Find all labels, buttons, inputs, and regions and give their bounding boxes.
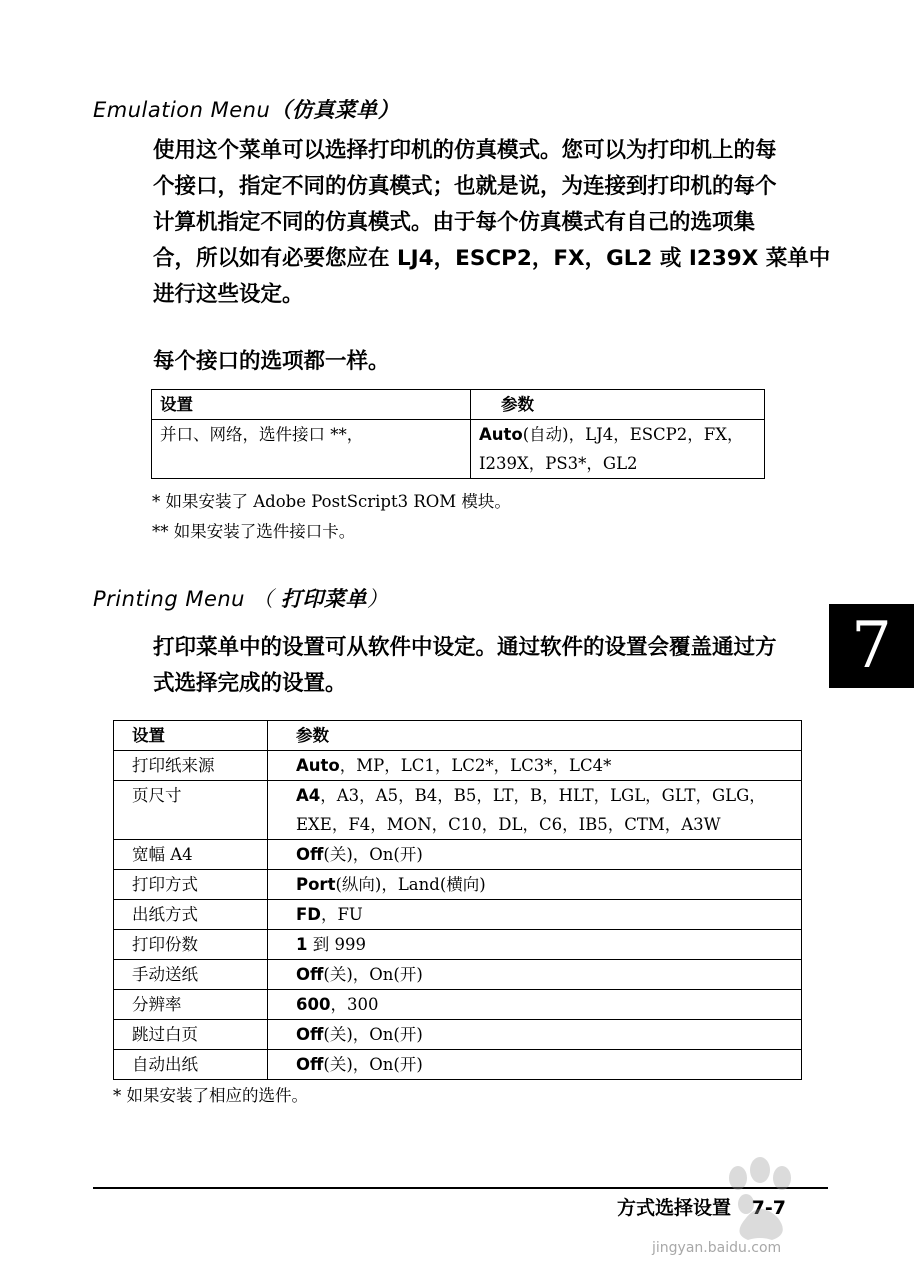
emulation-note: 每个接口的选项都一样。	[153, 349, 390, 374]
footer-page-number: 7-7	[751, 1197, 786, 1219]
watermark-url: jingyan.baidu.com	[652, 1240, 782, 1256]
param-default: Port	[296, 875, 336, 894]
emulation-menu-heading	[93, 94, 399, 124]
paragraph-line: 个接口，指定不同的仿真模式；也就是说，为连接到打印机的每个	[153, 174, 777, 199]
paragraph-line: 打印菜单中的设置可从软件中设定。通过软件的设置会覆盖通过方	[153, 635, 777, 660]
paragraph-line: 使用这个菜单可以选择打印机的仿真模式。您可以为打印机上的每	[153, 138, 777, 163]
paragraph-line: 合，所以如有必要您应在 LJ4，ESCP2，FX，GL2 或 I239X 菜单中	[153, 246, 831, 271]
row-param	[471, 420, 765, 479]
row-param	[268, 900, 802, 930]
param-default: Off	[296, 1055, 324, 1074]
emulation-settings-table	[151, 389, 765, 479]
printing-heading-en: Printing Menu	[93, 587, 245, 611]
emulation-heading-en: Emulation Menu	[93, 98, 271, 122]
param-default: 600	[296, 995, 331, 1014]
param-default: Auto	[296, 756, 340, 775]
row-param	[268, 781, 802, 840]
table-row	[114, 870, 802, 900]
param-rest: (关)，On(开)	[323, 845, 423, 864]
param-rest: ，FU	[320, 905, 363, 924]
param-default: FD	[296, 905, 321, 924]
row-param	[268, 960, 802, 990]
header-param: 参数	[471, 390, 765, 420]
param-default: Off	[296, 965, 324, 984]
table-row	[114, 930, 802, 960]
paragraph-line: 进行这些设定。	[153, 282, 304, 307]
param-rest: 到 999	[307, 935, 366, 954]
param-line: EXE，F4，MON，C10，DL，C6，IB5，CTM，A3W	[296, 815, 721, 834]
param-line	[296, 1020, 801, 1049]
printing-menu-heading	[93, 583, 388, 613]
row-setting: 跳过白页	[114, 1020, 268, 1050]
param-line	[296, 1050, 801, 1079]
table-row	[114, 960, 802, 990]
param-line	[296, 781, 801, 810]
param-default: A4	[296, 786, 321, 805]
table-row	[114, 840, 802, 870]
row-setting: 页尺寸	[114, 781, 268, 840]
param-line	[296, 840, 801, 869]
param-rest: (纵向)，Land(横向)	[335, 875, 486, 894]
header-setting: 设置	[152, 390, 471, 420]
param-line	[296, 900, 801, 929]
param-default: Off	[296, 1025, 324, 1044]
table-header-row	[114, 721, 802, 751]
printing-table-body	[114, 751, 802, 1080]
param-line	[296, 930, 801, 959]
row-setting: 并口、网络，选件接口 **，	[152, 420, 471, 479]
param-default: Off	[296, 845, 324, 864]
chapter-tab: 7	[829, 604, 914, 688]
param-rest: (关)，On(开)	[323, 965, 423, 984]
row-param	[268, 751, 802, 781]
param-line	[296, 960, 801, 989]
paragraph-line: 计算机指定不同的仿真模式。由于每个仿真模式有自己的选项集	[153, 210, 756, 235]
header-setting: 设置	[114, 721, 268, 751]
row-param	[268, 930, 802, 960]
param-line	[296, 751, 801, 780]
header-param: 参数	[268, 721, 802, 751]
printing-paragraph	[153, 630, 833, 702]
table-row	[114, 900, 802, 930]
param-line: I239X，PS3*，GL2	[479, 454, 638, 473]
param-rest: ，A3，A5，B4，B5，LT，B，HLT，LGL，GLT，GLG，	[320, 786, 766, 805]
param-rest: ，300	[330, 995, 379, 1014]
param-rest: (关)，On(开)	[323, 1055, 423, 1074]
footnote: ** 如果安装了选件接口卡。	[152, 522, 356, 541]
paragraph-line: 式选择完成的设置。	[153, 671, 347, 696]
param-line	[479, 420, 764, 449]
param-rest: (自动)，LJ4，ESCP2，FX，	[522, 425, 744, 444]
param-line	[296, 870, 801, 899]
printing-heading-open: （	[252, 587, 274, 611]
table-row	[114, 1020, 802, 1050]
row-setting: 分辨率	[114, 990, 268, 1020]
emulation-heading-cn: （仿真菜单）	[270, 98, 400, 122]
printing-heading-cn: 打印菜单	[280, 587, 367, 611]
footer-section: 方式选择设置	[617, 1197, 732, 1219]
table-row	[114, 751, 802, 781]
row-param	[268, 990, 802, 1020]
row-param	[268, 1020, 802, 1050]
printing-heading-close: ）	[366, 587, 389, 611]
row-setting: 打印纸来源	[114, 751, 268, 781]
row-param	[268, 1050, 802, 1080]
row-setting: 出纸方式	[114, 900, 268, 930]
row-param	[268, 840, 802, 870]
footnote: * 如果安装了相应的选件。	[113, 1086, 308, 1105]
param-rest: ，MP，LC1，LC2*，LC3*，LC4*	[339, 756, 612, 775]
row-setting: 自动出纸	[114, 1050, 268, 1080]
row-setting: 手动送纸	[114, 960, 268, 990]
row-setting: 打印方式	[114, 870, 268, 900]
table-row	[114, 990, 802, 1020]
param-rest: (关)，On(开)	[323, 1025, 423, 1044]
param-default: 1	[296, 935, 308, 954]
table-row	[114, 781, 802, 840]
printing-settings-table	[113, 720, 802, 1080]
table-header-row	[152, 390, 765, 420]
row-setting: 打印份数	[114, 930, 268, 960]
emulation-paragraph	[153, 133, 853, 313]
table-row	[114, 1050, 802, 1080]
table-row	[152, 420, 765, 479]
footnote: * 如果安装了 Adobe PostScript3 ROM 模块。	[152, 492, 511, 511]
row-param	[268, 870, 802, 900]
param-default: Auto	[479, 425, 523, 444]
param-line	[296, 990, 801, 1019]
row-setting: 宽幅 A4	[114, 840, 268, 870]
